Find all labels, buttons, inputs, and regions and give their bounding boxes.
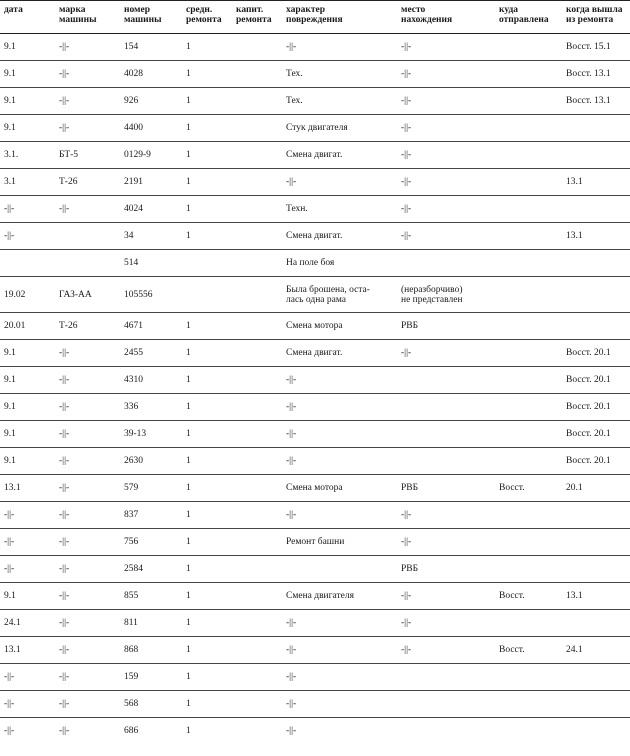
sent-to-cell	[495, 691, 562, 718]
medium-repair-cell: 1	[182, 394, 232, 421]
date-cell: 9.1	[0, 340, 55, 367]
location-cell	[397, 718, 495, 745]
vehicle-number-cell: 4671	[120, 313, 182, 340]
medium-repair-cell: 1	[182, 502, 232, 529]
vehicle-number-cell: 2455	[120, 340, 182, 367]
date-cell: 3.1	[0, 169, 55, 196]
medium-repair-cell: 1	[182, 475, 232, 502]
table-row	[0, 34, 630, 61]
sent-to-cell	[495, 448, 562, 475]
date-cell: -||-	[4, 726, 15, 737]
vehicle-number-cell: 868	[120, 637, 182, 664]
sent-to-cell	[495, 277, 562, 313]
vehicle-make-cell: -||-	[55, 115, 120, 142]
repair-exit-cell	[562, 691, 630, 718]
date-cell: 19.02	[0, 277, 55, 313]
repair-exit-cell	[562, 142, 630, 169]
location-cell: -||-	[397, 637, 495, 664]
vehicle-number-cell: 579	[120, 475, 182, 502]
header-sent-to: куда отправлена	[495, 1, 562, 34]
date-cell: 20.01	[0, 313, 55, 340]
damage-type-cell: На поле боя	[282, 250, 397, 277]
location-cell	[397, 448, 495, 475]
date-cell: -||-	[0, 529, 55, 556]
vehicle-make-cell: -||-	[55, 610, 120, 637]
damage-type-cell: Смена двигат.	[282, 223, 397, 250]
medium-repair-cell: 1	[182, 664, 232, 691]
date-cell: -||-	[0, 664, 55, 691]
damage-type-cell: -||-	[282, 34, 397, 61]
damage-type-cell: Тех.	[282, 61, 397, 88]
vehicle-make-cell: ГАЗ-АА	[55, 277, 120, 313]
date-cell: 3.1.	[0, 142, 55, 169]
vehicle-make-cell: -||-	[55, 556, 120, 583]
date-cell: -||-	[0, 502, 55, 529]
header-damage-type: характер повреждения	[282, 1, 397, 34]
vehicle-number-cell: 39-13	[120, 421, 182, 448]
header-vehicle-number: номер машины	[120, 1, 182, 34]
date-cell: 13.1	[0, 637, 55, 664]
date-cell	[0, 250, 55, 277]
capital-repair-cell	[232, 142, 282, 169]
capital-repair-cell	[232, 718, 282, 745]
medium-repair-cell: 1	[182, 610, 232, 637]
date-cell: 9.1	[0, 367, 55, 394]
repair-exit-cell: Восст. 15.1	[562, 34, 630, 61]
capital-repair-cell	[232, 664, 282, 691]
medium-repair-cell: 1	[182, 340, 232, 367]
sent-to-cell	[495, 556, 562, 583]
sent-to-cell	[495, 340, 562, 367]
table-row	[0, 718, 630, 745]
capital-repair-cell	[232, 34, 282, 61]
damage-type-cell: Смена двигателя	[282, 583, 397, 610]
location-cell	[397, 421, 495, 448]
repair-exit-cell: Восст. 20.1	[562, 340, 630, 367]
capital-repair-cell	[232, 340, 282, 367]
sent-to-cell	[495, 610, 562, 637]
repair-exit-cell: 13.1	[562, 583, 630, 610]
vehicle-make-cell	[55, 250, 120, 277]
sent-to-cell	[495, 394, 562, 421]
date-cell: -||-	[0, 223, 55, 250]
sent-to-cell	[495, 529, 562, 556]
date-cell: 9.1	[0, 421, 55, 448]
medium-repair-cell: 1	[182, 34, 232, 61]
damage-type-cell: Смена мотора	[282, 475, 397, 502]
date-cell: 9.1	[0, 448, 55, 475]
vehicle-number-cell: 926	[120, 88, 182, 115]
table-row	[0, 340, 630, 367]
location-cell: -||-	[397, 583, 495, 610]
damage-type-cell: Техн.	[282, 196, 397, 223]
repair-exit-cell: Восст. 20.1	[562, 421, 630, 448]
table-row	[0, 169, 630, 196]
location-cell: -||-	[397, 610, 495, 637]
repair-exit-cell	[562, 313, 630, 340]
date-cell: 9.1	[0, 88, 55, 115]
capital-repair-cell	[232, 277, 282, 313]
location-cell: РВБ	[397, 475, 495, 502]
sent-to-cell	[495, 142, 562, 169]
table-row	[0, 664, 630, 691]
table-row	[0, 277, 630, 313]
vehicle-number-cell: 4024	[120, 196, 182, 223]
sent-to-cell	[495, 421, 562, 448]
vehicle-make-cell: Т-26	[55, 313, 120, 340]
medium-repair-cell: 1	[182, 556, 232, 583]
medium-repair-cell: 1	[182, 637, 232, 664]
damage-type-cell: Смена двигат.	[282, 340, 397, 367]
sent-to-cell	[495, 718, 562, 745]
medium-repair-cell: 1	[182, 115, 232, 142]
table-row	[0, 367, 630, 394]
damage-type-cell: -||-	[282, 169, 397, 196]
vehicle-number-cell: 837	[120, 502, 182, 529]
table-row	[0, 313, 630, 340]
header-repair-exit: когда вышла из ремонта	[562, 1, 630, 34]
medium-repair-cell: 1	[182, 448, 232, 475]
vehicle-make-cell: -||-	[55, 61, 120, 88]
capital-repair-cell	[232, 448, 282, 475]
vehicle-make-cell: -||-	[55, 88, 120, 115]
capital-repair-cell	[232, 610, 282, 637]
medium-repair-cell	[182, 277, 232, 313]
vehicle-number-cell: 4028	[120, 61, 182, 88]
vehicle-make-cell: -||-	[55, 529, 120, 556]
medium-repair-cell: 1	[182, 142, 232, 169]
location-cell: -||-	[397, 196, 495, 223]
medium-repair-cell: 1	[182, 169, 232, 196]
date-cell: -||-	[0, 556, 55, 583]
sent-to-cell	[495, 34, 562, 61]
table-row	[0, 556, 630, 583]
table-row	[0, 529, 630, 556]
vehicle-make-cell: -||-	[55, 367, 120, 394]
vehicle-make-cell: -||-	[59, 726, 70, 737]
location-cell: -||-	[397, 61, 495, 88]
location-cell	[397, 250, 495, 277]
sent-to-cell	[495, 115, 562, 142]
medium-repair-cell	[182, 250, 232, 277]
date-cell: 9.1	[0, 583, 55, 610]
location-cell: (неразборчиво) не представлен	[397, 277, 495, 313]
capital-repair-cell	[232, 196, 282, 223]
table-row	[0, 583, 630, 610]
vehicle-number-cell: 34	[120, 223, 182, 250]
table-row	[0, 88, 630, 115]
table-row	[0, 61, 630, 88]
capital-repair-cell	[232, 421, 282, 448]
location-cell: -||-	[397, 169, 495, 196]
vehicle-number-cell: 2191	[120, 169, 182, 196]
vehicle-number-cell: 811	[120, 610, 182, 637]
damage-type-cell	[282, 556, 397, 583]
header-medium-repair: средн. ремонта	[182, 1, 232, 34]
header-row	[0, 1, 630, 34]
vehicle-make-cell: -||-	[55, 691, 120, 718]
medium-repair-cell: 1	[182, 61, 232, 88]
vehicle-number-cell: 514	[120, 250, 182, 277]
sent-to-cell	[495, 88, 562, 115]
repair-exit-cell	[562, 610, 630, 637]
header-location: место нахождения	[397, 1, 495, 34]
vehicle-number-cell: 2584	[120, 556, 182, 583]
sent-to-cell	[495, 250, 562, 277]
vehicle-make-cell: -||-	[55, 475, 120, 502]
vehicle-make-cell: Т-26	[55, 169, 120, 196]
damage-type-cell: -||-	[282, 367, 397, 394]
repair-exit-cell	[562, 664, 630, 691]
date-cell: 9.1	[0, 34, 55, 61]
table-body	[0, 34, 630, 745]
location-cell	[397, 691, 495, 718]
vehicle-number-cell: 154	[120, 34, 182, 61]
repair-exit-cell	[562, 277, 630, 313]
vehicle-make-cell	[55, 223, 120, 250]
repair-exit-cell	[562, 250, 630, 277]
table-row	[0, 502, 630, 529]
capital-repair-cell	[232, 250, 282, 277]
capital-repair-cell	[232, 556, 282, 583]
vehicle-number-cell: 686	[124, 726, 139, 737]
capital-repair-cell	[232, 223, 282, 250]
damage-type-cell: -||-	[282, 691, 397, 718]
medium-repair-cell: 1	[186, 726, 191, 737]
vehicle-number-cell: 159	[120, 664, 182, 691]
vehicle-make-cell: -||-	[55, 196, 120, 223]
repair-exit-cell	[562, 718, 630, 745]
vehicle-make-cell: -||-	[55, 340, 120, 367]
medium-repair-cell: 1	[182, 691, 232, 718]
table-row	[0, 637, 630, 664]
vehicle-number-cell: 336	[120, 394, 182, 421]
date-cell: 9.1	[0, 61, 55, 88]
vehicle-make-cell: -||-	[55, 448, 120, 475]
table-row	[0, 223, 630, 250]
capital-repair-cell	[232, 367, 282, 394]
table-row	[0, 448, 630, 475]
damage-type-cell: Стук двигателя	[282, 115, 397, 142]
table-row	[0, 394, 630, 421]
damage-type-cell: -||-	[282, 664, 397, 691]
location-cell: РВБ	[397, 313, 495, 340]
damage-type-cell: -||-	[282, 610, 397, 637]
damage-type-cell: -||-	[282, 448, 397, 475]
table-row	[0, 196, 630, 223]
medium-repair-cell: 1	[182, 313, 232, 340]
date-cell: -||-	[0, 196, 55, 223]
damage-type-cell: -||-	[282, 394, 397, 421]
location-cell	[397, 394, 495, 421]
header-date: дата	[0, 1, 55, 34]
table-row	[0, 115, 630, 142]
vehicle-make-cell: -||-	[55, 421, 120, 448]
sent-to-cell: Восст.	[495, 475, 562, 502]
table-row	[0, 610, 630, 637]
damage-type-cell: Ремонт башни	[282, 529, 397, 556]
repair-exit-cell: Восст. 20.1	[562, 394, 630, 421]
sent-to-cell: Восст.	[495, 637, 562, 664]
vehicle-make-cell: БТ-5	[55, 142, 120, 169]
table-row	[0, 421, 630, 448]
sent-to-cell	[495, 196, 562, 223]
date-cell: 24.1	[0, 610, 55, 637]
date-cell: 13.1	[0, 475, 55, 502]
sent-to-cell	[495, 664, 562, 691]
repair-exit-cell	[562, 115, 630, 142]
repair-exit-cell: Восст. 13.1	[562, 61, 630, 88]
location-cell: -||-	[397, 340, 495, 367]
table-row	[0, 250, 630, 277]
repair-exit-cell	[562, 529, 630, 556]
header-vehicle-make: марка машины	[55, 1, 120, 34]
medium-repair-cell: 1	[182, 223, 232, 250]
repair-exit-cell: 13.1	[562, 169, 630, 196]
repair-exit-cell	[562, 502, 630, 529]
capital-repair-cell	[232, 691, 282, 718]
vehicle-number-cell: 4400	[120, 115, 182, 142]
sent-to-cell	[495, 169, 562, 196]
location-cell: -||-	[397, 88, 495, 115]
vehicle-number-cell: 568	[120, 691, 182, 718]
capital-repair-cell	[232, 529, 282, 556]
capital-repair-cell	[232, 169, 282, 196]
repair-exit-cell	[562, 196, 630, 223]
medium-repair-cell: 1	[182, 367, 232, 394]
capital-repair-cell	[232, 637, 282, 664]
capital-repair-cell	[232, 583, 282, 610]
repair-exit-cell: 13.1	[562, 223, 630, 250]
location-cell	[397, 367, 495, 394]
vehicle-number-cell: 4310	[120, 367, 182, 394]
repair-exit-cell: Восст. 20.1	[562, 367, 630, 394]
repair-exit-cell: Восст. 13.1	[562, 88, 630, 115]
damage-type-cell: Смена двигат.	[282, 142, 397, 169]
vehicle-number-cell: 105556	[120, 277, 182, 313]
damage-type-cell: -||-	[282, 421, 397, 448]
location-cell: -||-	[397, 115, 495, 142]
damage-type-cell: -||-	[282, 637, 397, 664]
damage-type-cell: Смена мотора	[282, 313, 397, 340]
vehicle-number-cell: 855	[120, 583, 182, 610]
vehicle-make-cell: -||-	[55, 583, 120, 610]
location-cell: -||-	[397, 142, 495, 169]
sent-to-cell: Восст.	[495, 583, 562, 610]
date-cell: 9.1	[0, 394, 55, 421]
location-cell	[397, 664, 495, 691]
sent-to-cell	[495, 313, 562, 340]
vehicle-number-cell: 756	[120, 529, 182, 556]
vehicle-number-cell: 2630	[120, 448, 182, 475]
date-cell: -||-	[0, 691, 55, 718]
sent-to-cell	[495, 367, 562, 394]
capital-repair-cell	[232, 115, 282, 142]
vehicle-make-cell: -||-	[55, 637, 120, 664]
sent-to-cell	[495, 61, 562, 88]
repair-exit-cell: 24.1	[562, 637, 630, 664]
vehicle-make-cell: -||-	[55, 664, 120, 691]
sent-to-cell	[495, 502, 562, 529]
sent-to-cell	[495, 223, 562, 250]
capital-repair-cell	[232, 475, 282, 502]
table-row	[0, 142, 630, 169]
repair-exit-cell	[562, 556, 630, 583]
capital-repair-cell	[232, 502, 282, 529]
medium-repair-cell: 1	[182, 196, 232, 223]
vehicle-number-cell: 0129-9	[120, 142, 182, 169]
damage-type-cell: Тех.	[282, 88, 397, 115]
medium-repair-cell: 1	[182, 583, 232, 610]
header-capital-repair: капит. ремонта	[232, 1, 282, 34]
vehicle-make-cell: -||-	[55, 34, 120, 61]
damage-type-cell: -||-	[286, 726, 297, 737]
table-row	[0, 475, 630, 502]
location-cell: -||-	[397, 223, 495, 250]
medium-repair-cell: 1	[182, 88, 232, 115]
capital-repair-cell	[232, 61, 282, 88]
vehicle-make-cell: -||-	[55, 502, 120, 529]
damage-type-cell: Была брошена, оста- лась одна рама	[282, 277, 397, 313]
capital-repair-cell	[232, 313, 282, 340]
medium-repair-cell: 1	[182, 529, 232, 556]
location-cell: РВБ	[397, 556, 495, 583]
repair-exit-cell: Восст. 20.1	[562, 448, 630, 475]
capital-repair-cell	[232, 394, 282, 421]
location-cell: -||-	[397, 502, 495, 529]
location-cell: -||-	[397, 34, 495, 61]
table-row	[0, 691, 630, 718]
location-cell: -||-	[397, 529, 495, 556]
date-cell: 9.1	[0, 115, 55, 142]
capital-repair-cell	[232, 88, 282, 115]
medium-repair-cell: 1	[182, 421, 232, 448]
repair-exit-cell: 20.1	[562, 475, 630, 502]
vehicle-make-cell: -||-	[55, 394, 120, 421]
damage-type-cell: -||-	[282, 502, 397, 529]
